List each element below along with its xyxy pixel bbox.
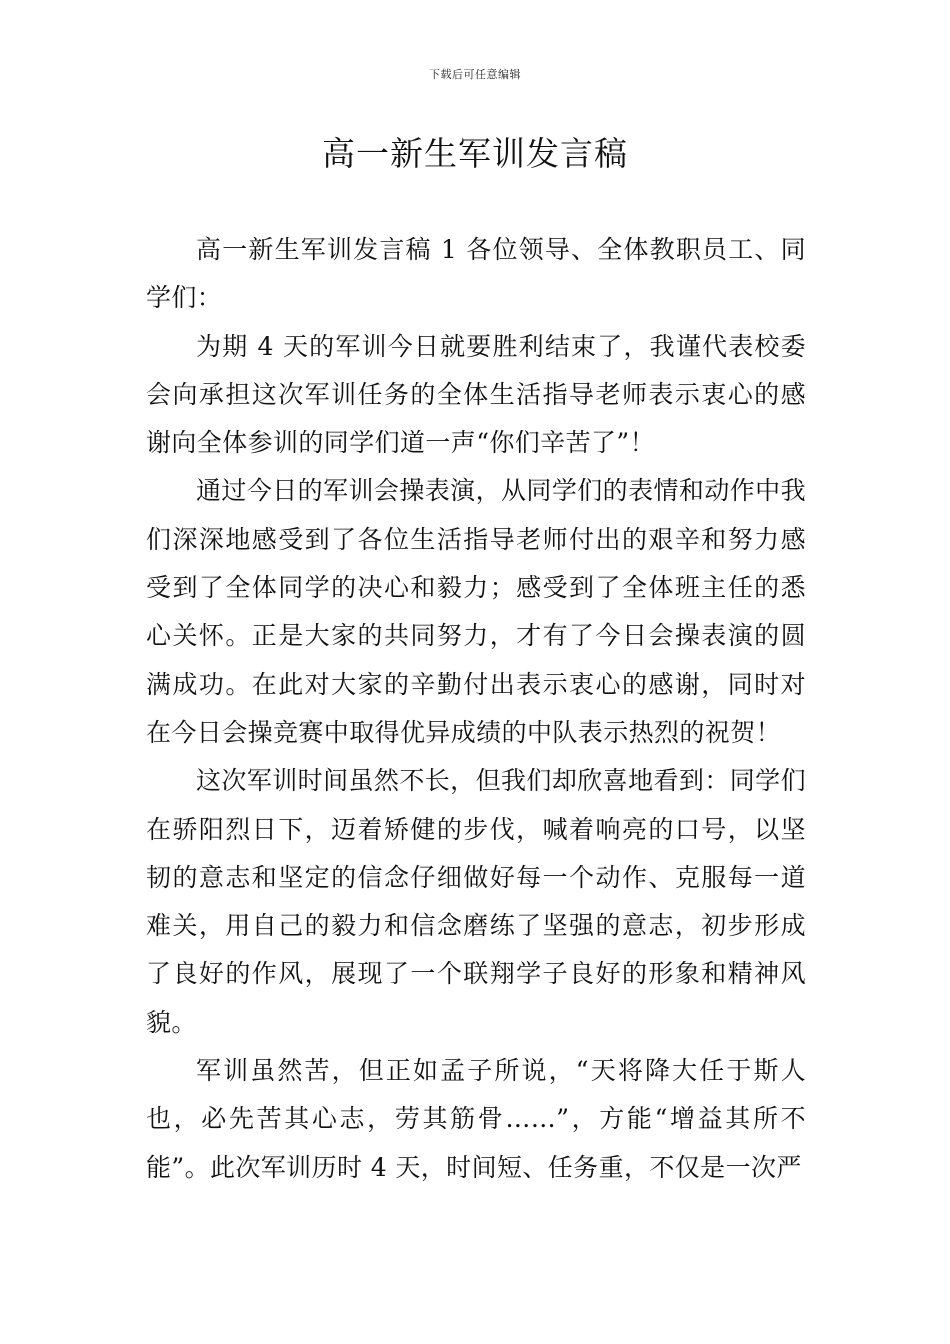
paragraph-training: 这次军训时间虽然不长，但我们却欣喜地看到：同学们在骄阳烈日下，迈着矫健的步伐，喊着响亮的口号，以坚韧的意志和坚定的信念仔细做好每一个动作、克服每一道难关，用自己的毅力和信念磨练了坚强的意志，初步形成了良好的作风，展现了一个联翔学子良好的形象和精神风貌。 [146, 766, 806, 1037]
paragraph-mencius: 军训虽然苦，但正如孟子所说，“天将降大任于斯人也，必先苦其心志，劳其筋骨……”，方能“增益其所不能”。此次军训历时 4 天，时间短、任务重，不仅是一次严 [146, 1056, 806, 1182]
paragraph-performance: 通过今日的军训会操表演，从同学们的表情和动作中我们深深地感受到了各位生活指导老师付出的艰辛和努力感受到了全体同学的决心和毅力；感受到了全体班主任的悉心关怀。正是大家的共同努力，才有了今日会操表演的圆满成功。在此对大家的辛勤付出表示衷心的感谢，同时对在今日会操竞赛中取得优异成绩的中队表示热烈的祝贺！ [146, 476, 806, 747]
header-note: 下载后可任意编辑 [429, 68, 521, 81]
paragraph-greeting: 高一新生军训发言稿 1 各位领导、全体教职员工、同学们： [146, 235, 806, 313]
paragraph-thanks: 为期 4 天的军训今日就要胜利结束了，我谨代表校委会向承担这次军训任务的全体生活指导老师表示衷心的感谢向全体参训的同学们道一声“你们辛苦了”！ [146, 331, 806, 458]
document-title: 高一新生军训发言稿 [322, 134, 628, 173]
document-body [146, 226, 806, 1192]
